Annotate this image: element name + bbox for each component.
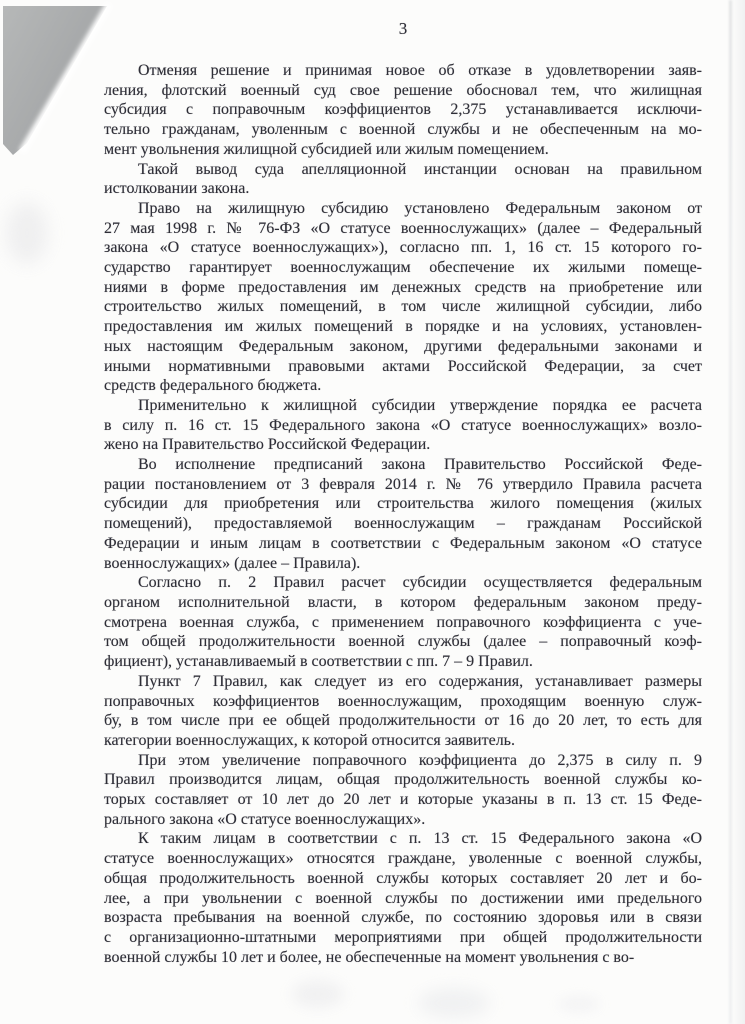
text-line: с организационно-штатными мероприятиями при общей продолжительности bbox=[104, 928, 702, 946]
text-line: Правил производится лицам, общая продолжительность военной службы ко- bbox=[104, 771, 702, 789]
document-body bbox=[104, 61, 702, 967]
page-right-edge-band bbox=[732, 0, 745, 1024]
text-line: органом исполнительной власти, в котором федеральным законом преду- bbox=[104, 593, 702, 611]
text-line: мент увольнения жилищной субсидией или жилым помещением. bbox=[104, 140, 549, 158]
paragraph bbox=[104, 751, 702, 830]
scan-smudge bbox=[6, 202, 48, 264]
text-line: тельно гражданам, уволенным с военной службы и не обеспеченным на мо- bbox=[104, 121, 702, 139]
text-line: возраста пребывания на военной службе, по состоянию здоровья или в связи bbox=[104, 909, 702, 927]
text-line: закона «О статусе военнослужащих»), согласно пп. 1, 16 ст. 15 которого го- bbox=[104, 239, 702, 257]
paragraph bbox=[104, 396, 702, 455]
text-line: субсидии для приобретения или строительства жилого помещения (жилых bbox=[104, 495, 702, 513]
text-line: Согласно п. 2 Правил расчет субсидии осуществляется федеральным bbox=[138, 574, 702, 592]
text-line: статусе военнослужащих» относятся граждане, уволенные с военной службы, bbox=[104, 850, 702, 868]
text-line: военной службы 10 лет и более, не обеспеченные на момент увольнения с во- bbox=[104, 948, 635, 966]
paragraph bbox=[104, 573, 702, 672]
paragraph bbox=[104, 199, 702, 396]
text-line: субсидия с поправочным коэффициентов 2,375 устанавливается исключи- bbox=[104, 101, 702, 119]
scan-smudge bbox=[418, 988, 490, 1018]
text-line: жено на Правительство Российской Федерации. bbox=[104, 436, 431, 454]
page-number: 3 bbox=[398, 19, 408, 38]
text-line: иными нормативными правовыми актами Российской Федерации, за счет bbox=[104, 357, 702, 375]
text-line: Во исполнение предписаний закона Правительство Российской Феде- bbox=[138, 456, 702, 474]
text-line: Пункт 7 Правил, как следует из его содержания, устанавливает размеры bbox=[138, 672, 702, 690]
text-line: торых составляет от 10 лет до 20 лет и которые указаны в п. 13 ст. 15 Феде- bbox=[104, 791, 702, 809]
text-line: К таким лицам в соответствии с п. 13 ст. 15 Федерального закона «О bbox=[138, 830, 702, 848]
text-line: военнослужащих» (далее – Правила). bbox=[104, 554, 361, 572]
paragraph bbox=[104, 672, 702, 751]
text-line: бу, в том числе при ее общей продолжительности от 16 до 20 лет, то есть для bbox=[104, 712, 702, 730]
text-line: строительство жилых помещений, в том числе жилищной субсидии, либо bbox=[104, 298, 702, 316]
text-line: ных настоящим Федеральным законом, другими федеральными законами и bbox=[104, 337, 702, 355]
scan-smudge bbox=[292, 980, 344, 1008]
text-line: общая продолжительность военной службы которых составляет 20 лет и бо- bbox=[104, 869, 702, 887]
text-line: средств федерального бюджета. bbox=[104, 377, 322, 395]
text-line: рации постановлением от 3 февраля 2014 г. № 76 утвердило Правила расчета bbox=[104, 475, 702, 493]
paragraph bbox=[104, 160, 702, 199]
text-line: лее, а при увольнении с военной службы по достижении ими предельного bbox=[104, 889, 702, 907]
text-line: помещений), предоставляемой военнослужащим – гражданам Российской bbox=[104, 515, 702, 533]
text-line: Такой вывод суда апелляционной инстанции основан на правильном bbox=[138, 160, 702, 178]
text-line: в силу п. 16 ст. 15 Федерального закона «О статусе военнослужащих» возло- bbox=[104, 416, 702, 434]
text-line: категории военнослужащих, к которой относится заявитель. bbox=[104, 731, 515, 749]
paragraph bbox=[104, 829, 702, 967]
paragraph bbox=[104, 455, 702, 573]
text-line: сударство гарантирует военнослужащим обеспечение их жилыми помеще- bbox=[104, 259, 702, 277]
text-line: рального закона «О статусе военнослужащих». bbox=[104, 810, 426, 828]
text-line: Право на жилищную субсидию установлено Федеральным законом от bbox=[138, 199, 702, 217]
text-line: том общей продолжительности военной службы (далее – поправочный коэф- bbox=[104, 633, 702, 651]
text-line: ления, флотский военный суд свое решение обосновал тем, что жилищная bbox=[104, 81, 702, 99]
text-line: истолковании закона. bbox=[104, 180, 250, 198]
paragraph bbox=[104, 61, 702, 160]
text-line: фициент), устанавливаемый в соответствии с пп. 7 – 9 Правил. bbox=[104, 653, 533, 671]
text-line: При этом увеличение поправочного коэффициента до 2,375 в силу п. 9 bbox=[138, 751, 702, 769]
text-line: Федерации и иным лицам в соответствии с Федеральным законом «О статусе bbox=[104, 534, 702, 552]
scan-smudge bbox=[558, 996, 600, 1012]
text-line: 27 мая 1998 г. № 76-ФЗ «О статусе военнослужащих» (далее – Федеральный bbox=[104, 219, 702, 237]
text-line: Отменяя решение и принимая новое об отказе в удовлетворении заяв- bbox=[138, 62, 702, 79]
text-line: предоставления им жилых помещений в порядке и на условиях, установлен- bbox=[104, 318, 702, 336]
text-line: поправочных коэффициентов военнослужащим, проходящим военную служ- bbox=[104, 692, 702, 710]
text-line: смотрена военная служба, с применением поправочного коэффициента с уче- bbox=[104, 613, 702, 631]
text-line: ниями в форме предоставления им денежных средств на приобретение или bbox=[104, 278, 702, 296]
text-line: Применительно к жилищной субсидии утверждение порядка ее расчета bbox=[138, 396, 702, 414]
